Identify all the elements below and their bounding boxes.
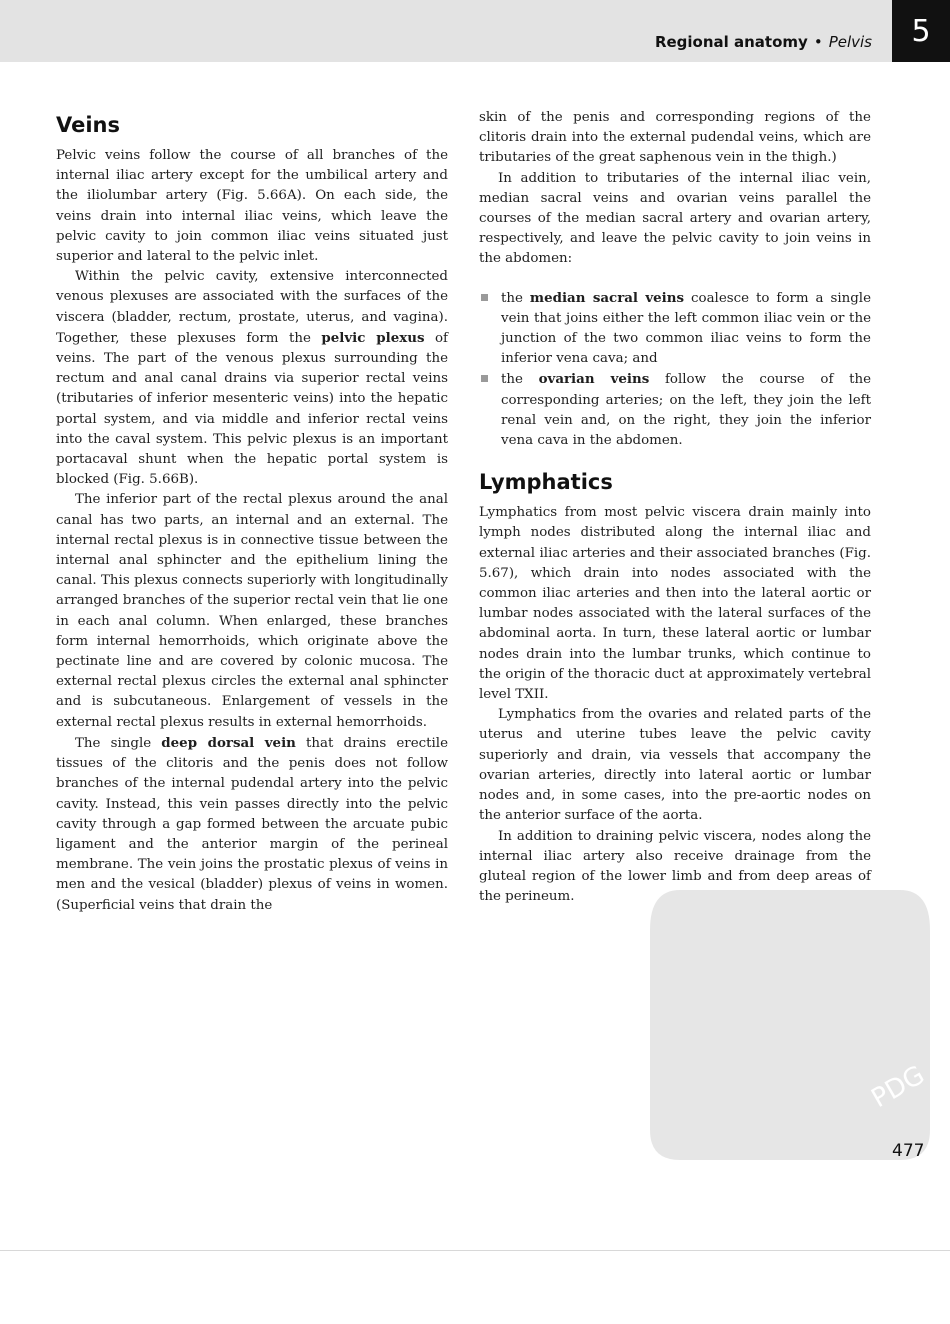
running-header — [655, 33, 872, 51]
lymphatics-paragraph-3: In addition to draining pelvic viscera, nodes along the internal iliac artery also receive drainage from the gluteal region of the lower limb and from deep areas of the perineum. — [479, 828, 871, 905]
veins-paragraph-3: The inferior part of the rectal plexus around the anal canal has two parts, an internal and an external. The internal rectal plexus is in connective tissue between the internal anal sphincter and the epithelium lining the canal. This plexus connects superiorly with longitudinally arranged branches of the superior rectal vein that lie one in each anal column. When enlarged, these branches form internal hemorrhoids, which originate above the pectinate line and are covered by colonic mucosa. The external rectal plexus circles the external anal sphincter and is subcutaneous. Enlargement of vessels in the external rectal plexus results in external hemorrhoids. — [56, 492, 448, 730]
bullet-square-icon — [481, 294, 488, 301]
watermark-seal — [640, 870, 940, 1170]
veins-paragraph-2: Within the pelvic cavity, extensive interconnected venous plexuses are associated with the surfaces of the viscera (bladder, rectum, prostate, uterus, and vagina). Together, these plexuses form the pelvic plexus of veins. The part of the venous plexus surrounding the rectum and anal canal drains via superior rectal veins (tributaries of inferior mesenteric veins) into the hepatic portal system, and via middle and inferior rectal veins into the caval system. This pelvic plexus is an important portacaval shunt when the hepatic portal system is blocked (Fig. 5.66B). — [56, 269, 448, 488]
term-pelvic-plexus: pelvic plexus — [321, 329, 425, 346]
veins-paragraph-4-continued: skin of the penis and corresponding regions of the clitoris drain into the external pudendal veins, which are tributaries of the great saphenous vein in the thigh.) — [479, 110, 871, 166]
bullet-square-icon — [481, 375, 488, 382]
term-median-sacral-veins: median sacral veins — [529, 289, 685, 306]
header-subsection: Pelvis — [828, 33, 872, 51]
term-ovarian-veins: ovarian veins — [538, 371, 650, 388]
lymphatics-paragraph-2: Lymphatics from the ovaries and related parts of the uterus and uterine tubes leave the pelvic cavity superiorly and drain, via vessels that accompany the ovarian arteries, directly into lateral aortic or lumbar nodes and, in some cases, into the pre-aortic nodes on the anterior surface of the aorta. — [479, 707, 871, 824]
footer-divider — [0, 1250, 950, 1251]
veins-paragraph-1: Pelvic veins follow the course of all branches of the internal iliac artery except for the umbilical artery and the iliolumbar artery (Fig. 5.66A). On each side, the veins drain into internal iliac veins, which leave the pelvic cavity to join common iliac veins situated just superior and lateral to the pelvic inlet. — [56, 148, 448, 265]
veins-heading: Veins — [56, 113, 120, 137]
page-number: 477 — [892, 1141, 925, 1161]
veins-bullet-list — [479, 288, 871, 452]
bullet-median-sacral-veins: the median sacral veins coalesce to form a single vein that joins either the left common iliac vein or the junction of the two common iliac veins to form the inferior vena cava; and — [479, 288, 871, 370]
header-band — [0, 0, 892, 62]
right-column — [479, 108, 871, 907]
lymphatics-paragraph-1: Lymphatics from most pelvic viscera drain mainly into lymph nodes distributed along the internal iliac and external iliac arteries and their associated branches (Fig. 5.67), which drain into nodes associated with the common iliac arteries and then into the lateral aortic or lumbar nodes associated with the lateral surfaces of the abdominal aorta. In turn, these lateral aortic or lumbar nodes drain into the lumbar trunks, which continue to the origin of the thoracic duct at approximately vertebral level TXII. — [479, 505, 871, 703]
bullet-ovarian-veins: the ovarian veins follow the course of the corresponding arteries; on the left, they join the left renal vein and, on the right, they join the inferior vena cava in the abdomen. — [479, 369, 871, 451]
chapter-tab: 5 — [892, 0, 950, 62]
header-separator: • — [813, 33, 823, 51]
veins-paragraph-4: The single deep dorsal vein that drains erectile tissues of the clitoris and the penis does not follow branches of the internal pudendal artery into the pelvic cavity. Instead, this vein passes directly into the pelvic cavity through a gap formed between the arcuate pubic ligament and the anterior margin of the perineal membrane. The vein joins the prostatic plexus of veins in men and the vesical (bladder) plexus of veins in women. (Superficial veins that drain the — [56, 734, 448, 913]
veins-paragraph-5: In addition to tributaries of the internal iliac vein, median sacral veins and ovarian veins parallel the courses of the median sacral artery and ovarian artery, respectively, and leave the pelvic cavity to join veins in the abdomen: — [479, 170, 871, 267]
term-deep-dorsal-vein: deep dorsal vein — [161, 734, 296, 751]
header-section: Regional anatomy — [654, 33, 808, 51]
watermark-label: PDG — [866, 1060, 930, 1115]
left-column — [56, 110, 448, 916]
lymphatics-heading: Lymphatics — [479, 470, 613, 495]
